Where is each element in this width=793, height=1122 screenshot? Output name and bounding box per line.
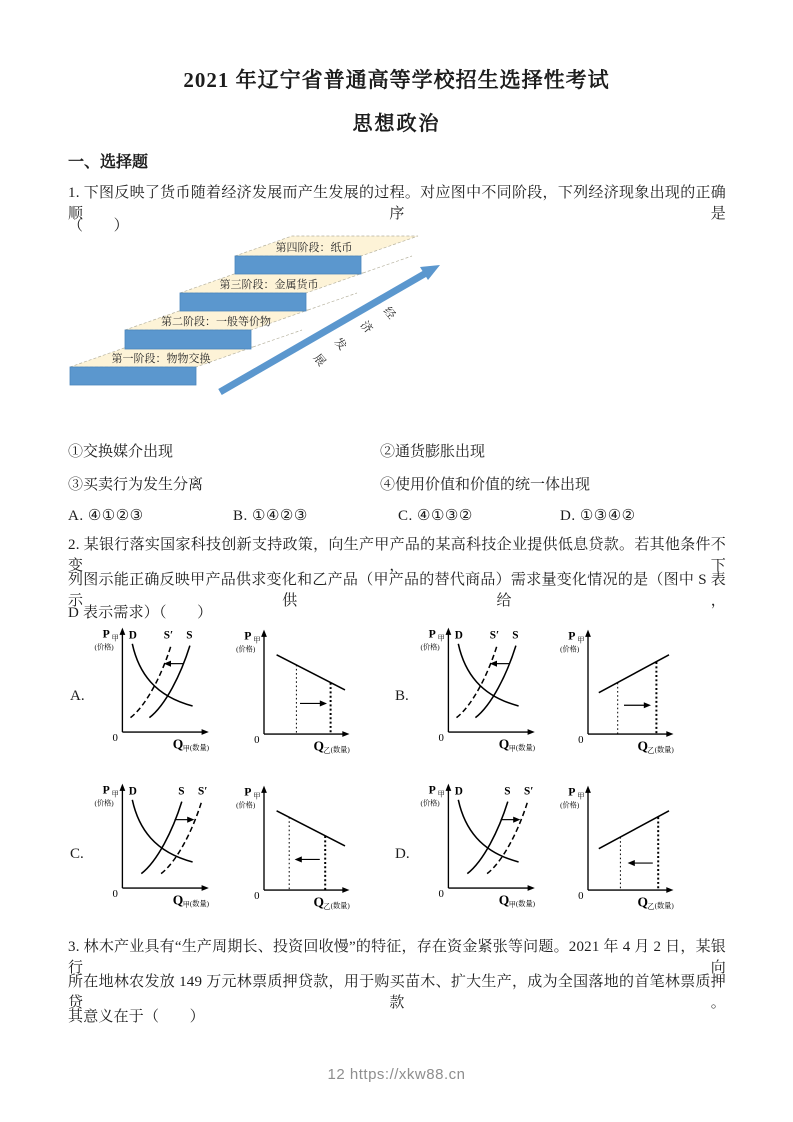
quantity-unit-label: (数量) [330, 746, 350, 755]
q2-text-line-2: 列图示能正确反映甲产品供求变化和乙产品（甲产品的替代商品）需求量变化情况的是（图中 S 表示供给， [68, 572, 726, 609]
q1-text-line-1: 1. 下图反映了货币随着经济发展而产生发展的过程。对应图中不同阶段，下列经济现象出现的正确顺序是 [68, 185, 726, 222]
q3-text-line-3: 其意义在于（ ） [68, 1009, 205, 1025]
price-unit-label: (价格) [420, 799, 440, 808]
quantity-sub-yi: 乙 [323, 746, 331, 755]
graph-d-jia-market [416, 778, 551, 909]
price-unit-label: (价格) [560, 801, 580, 810]
q2-options-row-2 [0, 774, 793, 926]
quantity-unit-label: (数量) [654, 902, 674, 911]
price-unit-label: (价格) [236, 801, 256, 810]
graph-c-yi-demand [228, 780, 363, 911]
origin-label: 0 [578, 890, 584, 903]
demand-label: D [454, 785, 463, 798]
supply-curve [141, 802, 182, 874]
graph-b-jia-market [416, 622, 551, 753]
price-unit-label: (价格) [560, 645, 580, 654]
q1-text-line-2: （ ） [68, 218, 129, 234]
arrow-char-2: 发 [331, 336, 349, 353]
price-unit-label: (价格) [94, 643, 114, 652]
option-a-label: A. [70, 688, 85, 704]
supply-shifted-label: S′ [163, 629, 174, 642]
price-sub-jia: 甲 [111, 634, 119, 643]
origin-label: 0 [254, 890, 260, 903]
price-label: P [428, 783, 436, 797]
price-sub-jia: 甲 [253, 792, 261, 801]
cross-demand-line [277, 655, 345, 690]
quantity-sub-jia: 甲 [182, 900, 190, 909]
quantity-unit-label: (数量) [189, 744, 210, 753]
q1-item-3: ③买卖行为发生分离 [68, 477, 204, 493]
option-d-label: D. [395, 846, 410, 862]
supply-shifted-label: S′ [524, 785, 534, 798]
quantity-sub-jia: 甲 [508, 900, 516, 909]
quantity-unit-label: (数量) [515, 900, 536, 909]
price-label: P [568, 629, 576, 643]
demand-label: D [128, 629, 137, 642]
stage-bar-3 [180, 293, 306, 311]
quantity-sub-yi: 乙 [647, 746, 655, 755]
price-label: P [244, 629, 252, 643]
section-header: 一、选择题 [68, 154, 149, 171]
quantity-unit-label: (数量) [515, 744, 536, 753]
cross-demand-line [599, 811, 669, 849]
demand-curve [458, 644, 518, 706]
stage-bar-1 [70, 367, 196, 385]
quantity-unit-label: (数量) [654, 746, 674, 755]
price-sub-jia: 甲 [253, 636, 261, 645]
origin-label: 0 [112, 732, 118, 745]
supply-label: S [504, 785, 511, 798]
q2-options-row-1 [0, 620, 793, 772]
quantity-label: Q [498, 892, 510, 908]
graph-b-yi-demand [552, 624, 687, 755]
q1-choice-d: D. ①③④② [560, 508, 636, 524]
stage-label-4: 第四阶段：纸币 [275, 242, 353, 254]
option-b-label: B. [395, 688, 409, 704]
quantity-sub-jia: 甲 [508, 744, 516, 753]
quantity-label: Q [313, 894, 325, 910]
y-axis-arrowhead [261, 630, 267, 637]
q1-item-1: ①交换媒介出现 [68, 444, 174, 460]
graph-a-yi-demand [228, 624, 363, 755]
q1-choice-c: C. ④①③② [398, 508, 473, 524]
supply-shift-arrowhead [164, 661, 171, 667]
demand-curve [132, 644, 192, 706]
graph-a-jia-market [90, 622, 225, 753]
q1-choice-a: A. ④①②③ [68, 508, 144, 524]
supply-shifted-label: S′ [489, 629, 500, 642]
demand-label: D [128, 785, 137, 798]
price-label: P [102, 627, 110, 641]
quantity-label: Q [172, 892, 184, 908]
stage-label-2: 第二阶段：一般等价物 [161, 316, 271, 328]
supply-curve [475, 646, 516, 718]
q3-text-line-1: 3. 林木产业具有“生产周期长、投资回收慢”的特征，存在资金紧张等问题。2021 年 4 月 2 日，某银行向 [68, 939, 726, 976]
quantity-label: Q [637, 894, 649, 910]
supply-shifted-label: S′ [198, 785, 208, 798]
price-sub-jia: 甲 [577, 636, 585, 645]
quantity-label: Q [637, 738, 649, 754]
quantity-label: Q [313, 738, 325, 754]
arrow-char-1: 展 [310, 352, 328, 369]
platform-edge-line [308, 293, 357, 310]
cross-demand-line [599, 655, 669, 693]
x-axis-arrowhead [342, 731, 349, 737]
quantity-sub-jia: 甲 [182, 744, 190, 753]
graph-d-yi-demand [552, 780, 687, 911]
q1-item-2: ②通货膨胀出现 [380, 444, 486, 460]
price-label: P [102, 783, 110, 797]
demand-curve [458, 800, 518, 862]
quantity-unit-label: (数量) [330, 902, 350, 911]
page-subtitle: 思想政治 [352, 113, 441, 135]
platform-edge-line [253, 330, 302, 347]
quantity-label: Q [172, 736, 184, 752]
q1-item-4: ④使用价值和价值的统一体出现 [380, 477, 591, 493]
stage-label-3: 第三阶段：金属货币 [219, 279, 319, 291]
price-sub-jia: 甲 [111, 790, 119, 799]
arrow-char-3: 济 [357, 319, 375, 336]
price-label: P [244, 785, 252, 799]
supply-curve [467, 802, 508, 874]
quantity-sub-yi: 乙 [647, 902, 655, 911]
stage-label-1: 第一阶段：物物交换 [111, 353, 211, 365]
stage-bar-2 [125, 330, 251, 349]
quantity-shift-arrowhead [320, 700, 327, 706]
price-label: P [428, 627, 436, 641]
option-c-label: C. [70, 846, 84, 862]
price-sub-jia: 甲 [437, 790, 445, 799]
supply-curve [149, 646, 190, 718]
stage-bar-4 [235, 256, 361, 274]
origin-label: 0 [254, 734, 260, 747]
supply-label: S [512, 629, 519, 642]
origin-label: 0 [438, 888, 444, 901]
arrow-char-4: 经 [380, 305, 398, 322]
quantity-sub-yi: 乙 [323, 902, 331, 911]
price-label: P [568, 785, 576, 799]
supply-label: S [178, 785, 185, 798]
supply-label: S [186, 629, 193, 642]
q1-choice-b: B. ①④②③ [233, 508, 308, 524]
graph-c-jia-market [90, 778, 225, 909]
price-unit-label: (价格) [420, 643, 440, 652]
price-sub-jia: 甲 [577, 792, 585, 801]
q2-text-line-1: 2. 某银行落实国家科技创新支持政策，向生产甲产品的某高科技企业提供低息贷款。若其他条件不变，下 [68, 537, 726, 574]
quantity-label: Q [498, 736, 510, 752]
demand-label: D [454, 629, 463, 642]
quantity-unit-label: (数量) [189, 900, 210, 909]
page-title: 2021 年辽宁省普通高等学校招生选择性考试 [183, 68, 610, 92]
q3-text-line-2: 所在地林农发放 149 万元林票质押贷款，用于购买苗木、扩大生产，成为全国落地的首笔林票质押贷款。 [68, 974, 726, 1011]
price-sub-jia: 甲 [437, 634, 445, 643]
origin-label: 0 [578, 734, 584, 747]
cross-demand-line [277, 811, 345, 846]
demand-curve [132, 800, 192, 862]
x-axis-arrowhead [202, 729, 209, 735]
money-evolution-diagram [64, 234, 464, 414]
price-unit-label: (价格) [94, 799, 114, 808]
page-footer: 12 https://xkw88.cn [327, 1066, 466, 1083]
platform-edge-line [363, 256, 412, 273]
y-axis-arrowhead [120, 628, 126, 635]
price-unit-label: (价格) [236, 645, 256, 654]
origin-label: 0 [438, 732, 444, 745]
origin-label: 0 [112, 888, 118, 901]
q2-text-line-3: D 表示需求）（ ） [68, 605, 213, 621]
